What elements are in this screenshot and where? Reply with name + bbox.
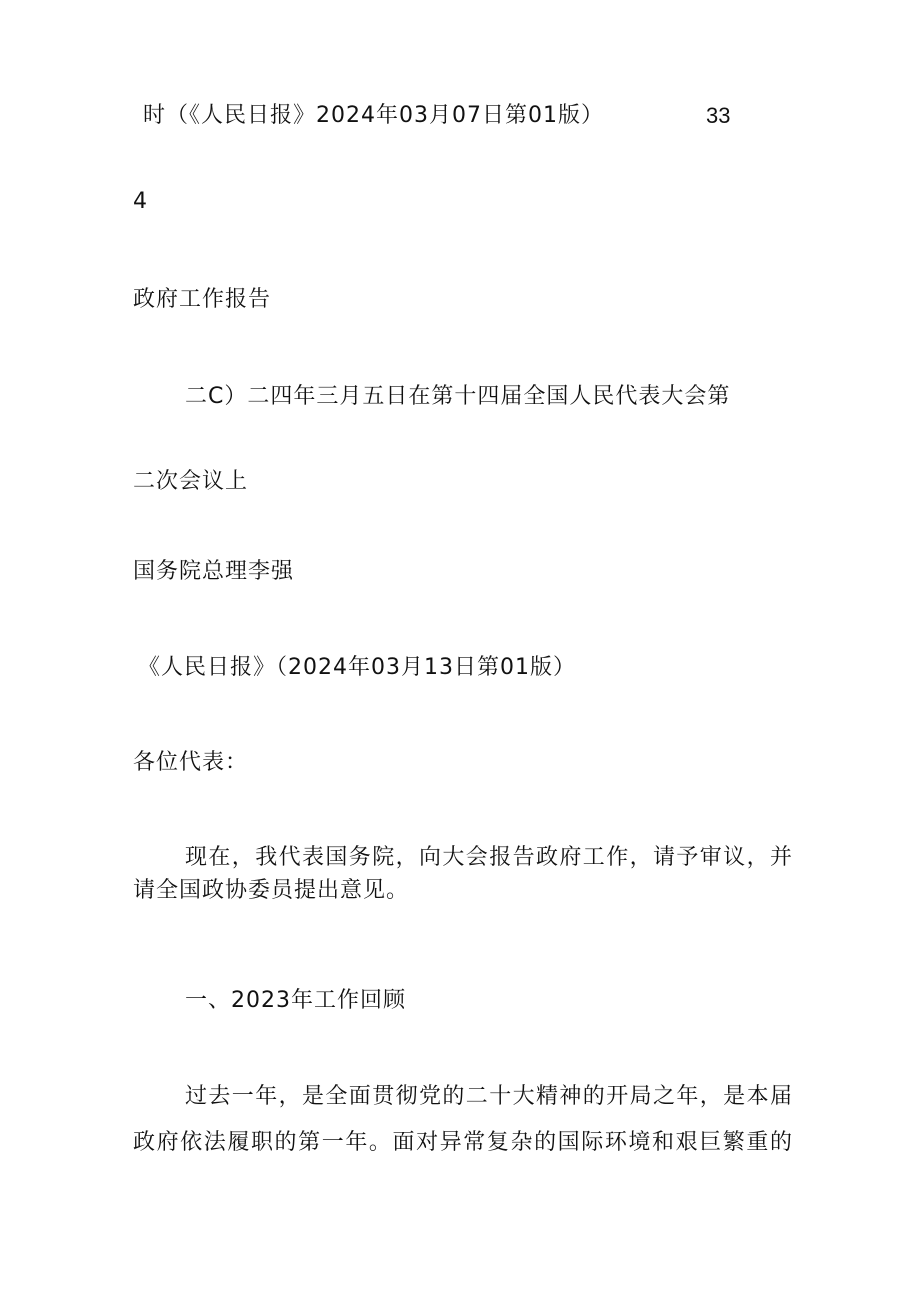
report-date-line-continued: 二次会议上 (133, 469, 249, 494)
section-heading: 一、2023年工作回顾 (185, 988, 406, 1013)
intro-paragraph (133, 843, 793, 906)
toc-page-number: 33 (706, 103, 731, 128)
review-paragraph (133, 1082, 793, 1158)
report-source: 《人民日报》（2024年03月13日第01版） (138, 655, 576, 680)
report-speaker: 国务院总理李强 (133, 559, 295, 584)
toc-entry-text: 时（《人民日报》2024年03月07日第01版） (143, 103, 604, 128)
intro-line-2: 请全国政协委员提出意见。 (133, 878, 410, 903)
review-line-1: 过去一年，是全面贯彻党的二十大精神的开局之年，是本届 (185, 1084, 793, 1109)
report-title: 政府工作报告 (133, 287, 272, 312)
toc-continuation: 4 (133, 189, 148, 214)
report-date-line: 二C）二四年三月五日在第十四届全国人民代表大会第 (185, 384, 731, 409)
salutation: 各位代表： (133, 750, 249, 775)
review-line-2: 政府依法履职的第一年。面对异常复杂的国际环境和艰巨繁重的 (133, 1130, 793, 1155)
intro-line-1: 现在，我代表国务院，向大会报告政府工作，请予审议，并 (185, 845, 793, 870)
